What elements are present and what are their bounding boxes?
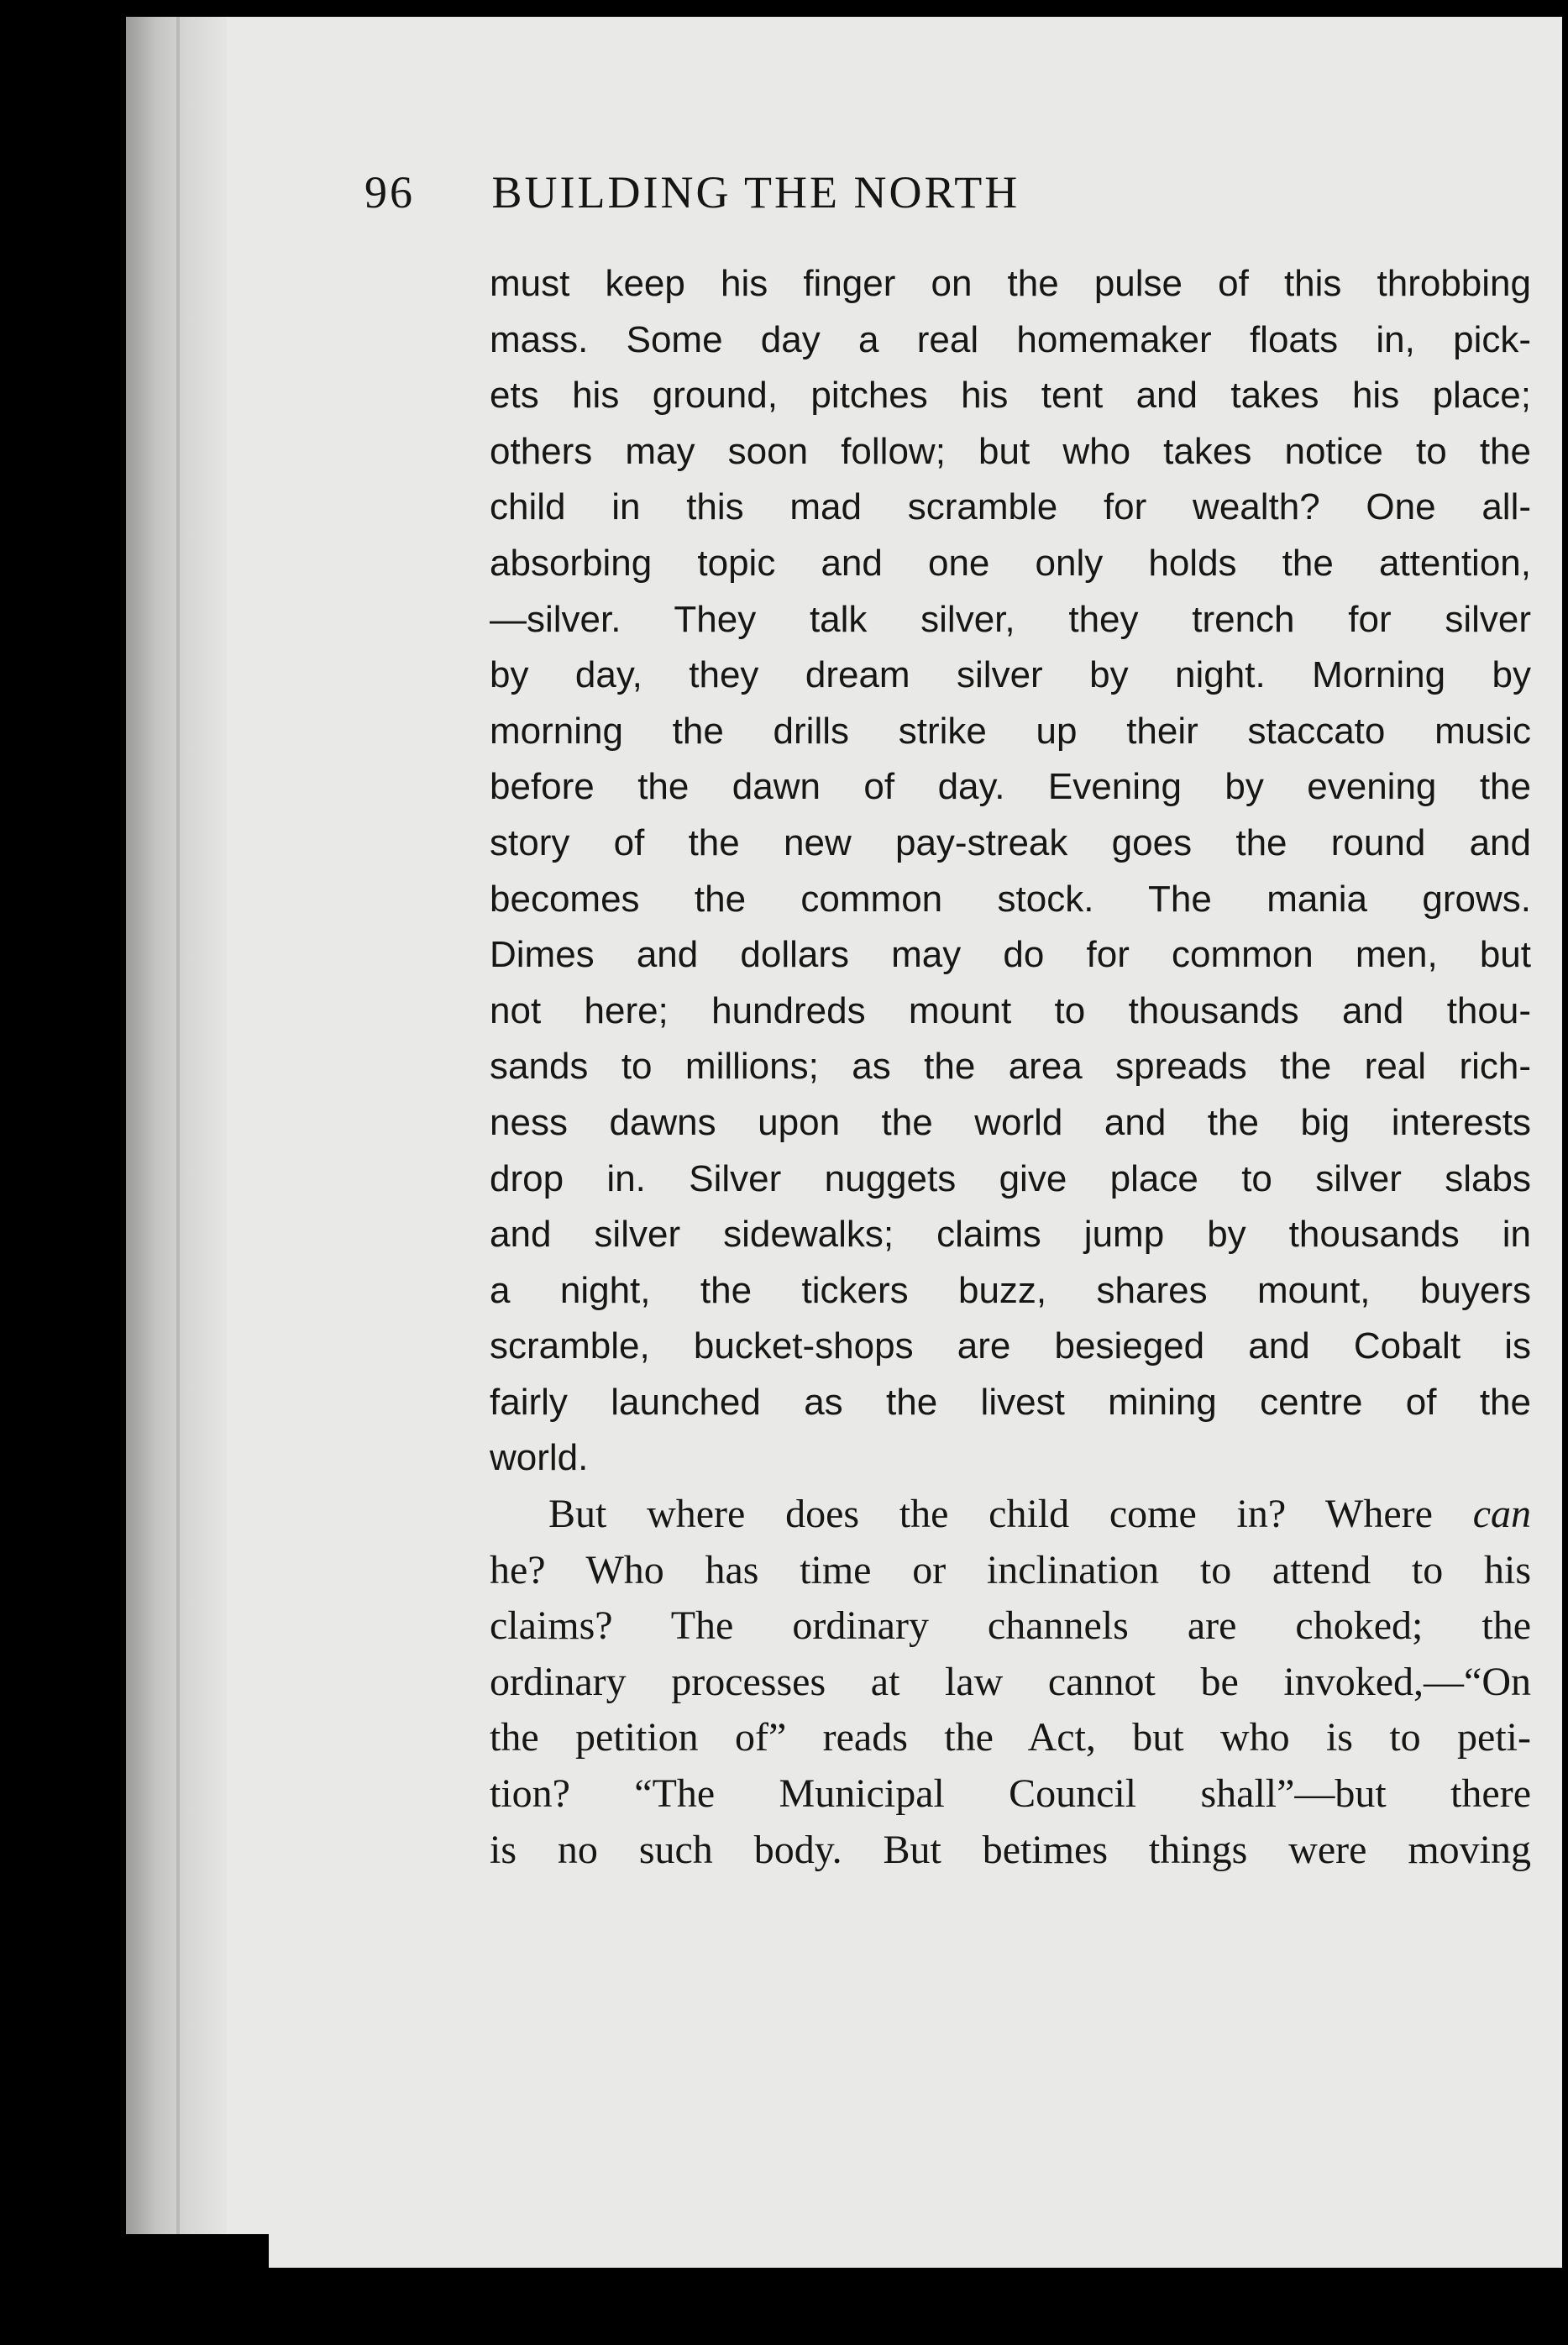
text-line: world. <box>490 1437 589 1479</box>
text-line: before the dawn of day. Evening by evening the <box>490 766 1531 808</box>
text-line: sands to millions; as the area spreads the real rich- <box>490 1046 1531 1088</box>
text-line: tion? “The Municipal Council shall”—but there <box>490 1771 1531 1817</box>
text-line: drop in. Silver nuggets give place to silver slabs <box>490 1157 1531 1199</box>
text-line: ordinary processes at law cannot be invoked,—“On <box>490 1659 1531 1704</box>
text-line: absorbing topic and one only holds the attention, <box>490 542 1531 584</box>
text-line: the petition of” reads the Act, but who is to peti- <box>490 1715 1531 1760</box>
text-line: becomes the common stock. The mania grows. <box>490 878 1531 920</box>
italic-word: can <box>1472 1492 1531 1537</box>
text-span: But where does the child come in? Where <box>548 1492 1473 1537</box>
text-line: must keep his finger on the pulse of this throbbing <box>490 263 1531 304</box>
text-line <box>490 1487 1531 1543</box>
text-line: others may soon follow; but who takes notice to the <box>490 430 1531 472</box>
text-line: and silver sidewalks; claims jump by thousands in <box>490 1214 1531 1256</box>
text-line: is no such body. But betimes things were moving <box>490 1827 1531 1872</box>
text-line: story of the new pay-streak goes the round and <box>490 821 1531 863</box>
text-line: he? Who has time or inclination to attend to his <box>490 1547 1531 1592</box>
scan-shadow <box>126 2234 269 2276</box>
text-line: —silver. They talk silver, they trench for silver <box>490 598 1531 640</box>
text-line: claims? The ordinary channels are choked; the <box>490 1603 1531 1649</box>
text-line: fairly launched as the livest mining centre of the <box>490 1381 1531 1423</box>
text-line: not here; hundreds mount to thousands and thou- <box>490 989 1531 1031</box>
running-head <box>364 166 1557 218</box>
text-line: a night, the tickers buzz, shares mount, buyers <box>490 1269 1531 1311</box>
gutter-fold-line <box>176 17 180 2268</box>
body-text <box>490 256 1531 1878</box>
text-line: Dimes and dollars may do for common men, but <box>490 934 1531 976</box>
text-line: mass. Some day a real homemaker floats in, pick- <box>490 318 1531 360</box>
text-line: ness dawns upon the world and the big interests <box>490 1101 1531 1143</box>
text-line: child in this mad scramble for wealth? One all- <box>490 486 1531 528</box>
text-line: by day, they dream silver by night. Morning by <box>490 654 1531 696</box>
text-line: ets his ground, pitches his tent and takes his place; <box>490 375 1531 417</box>
text-line: scramble, bucket-shops are besieged and Cobalt is <box>490 1325 1531 1367</box>
running-title: BUILDING THE NORTH <box>491 167 1020 218</box>
text-line: morning the drills strike up their staccato music <box>490 710 1531 752</box>
page-number: 96 <box>364 167 415 218</box>
